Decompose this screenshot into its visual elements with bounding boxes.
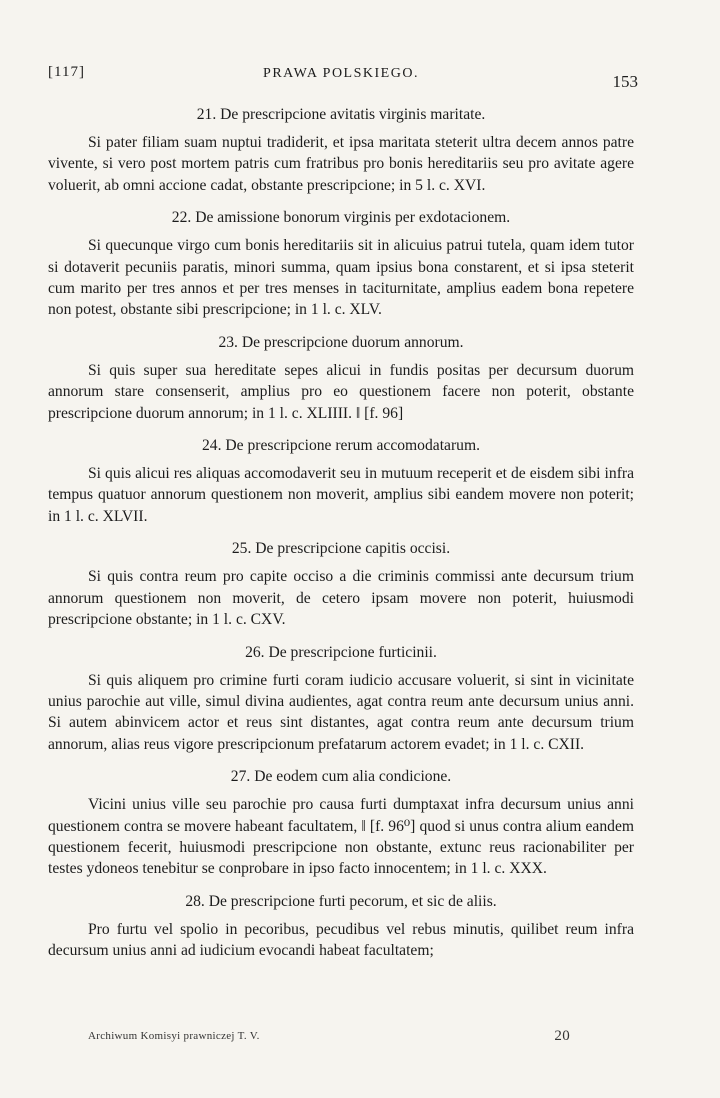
section-title: 24. De prescripcione rerum accomodatarum. <box>202 437 480 455</box>
section-title: 28. De prescripcione furti pecorum, et sic de aliis. <box>185 892 497 910</box>
section-body: Si quis aliquem pro crimine furti coram iudicio accusare voluerit, si sint in vicinitate unius parochie aut ville, simul divina audientes, agat contra reum ante decursum unius anni. Si autem abinvicem actor et reus sint distantes, agat contra reum ante decursum trium annorum, alias reus vigore prescripcionum prefatarum actorem evadet; in 1 l. c. CXII. <box>48 671 634 753</box>
section-26 <box>48 642 634 756</box>
section-title: 27. De eodem cum alia condicione. <box>230 768 452 786</box>
section-body: Si quecunque virgo cum bonis hereditariis sit in alicuius patrui tutela, quam idem tutor si dotaverit pecuniis paratis, minori summa, quam ipsius bona constarent, et si ipsa steterit cum marito per tres annos et per tres menses in taciturnitate, amplius eadem bona repetere non potest, obstante sibi prescripcione; in 1 l. c. XLV. <box>48 237 634 319</box>
main-text <box>48 104 634 973</box>
running-header <box>48 60 638 91</box>
section-body: Si quis contra reum pro capite occiso a die criminis commissi ante decursum trium annorum questionem non moverit, de cetero ipsam movere non poterit, huiusmodi prescripcione obstante; in 1 l. c. CXV. <box>48 568 634 629</box>
section-23 <box>48 332 634 424</box>
section-body: Pro furtu vel spolio in pecoribus, pecudibus vel rebus minutis, quilibet reum infra decursum unius anni ad iudicium evocandi habeat facultatem; <box>48 920 634 960</box>
section-21 <box>48 104 634 196</box>
section-title: 22. De amissione bonorum virginis per exdotacionem. <box>171 209 511 227</box>
running-title: PRAWA POLSKIEGO. <box>263 66 419 81</box>
section-24 <box>48 435 634 527</box>
archive-note: Archiwum Komisyi prawniczej T. V. <box>88 1030 260 1042</box>
section-title: 21. De prescripcione avitatis virginis maritate. <box>196 106 486 123</box>
section-22 <box>48 207 634 321</box>
section-title: 23. De prescripcione duorum annorum. <box>218 333 464 351</box>
section-body: Si quis alicui res aliquas accomodaverit seu in mutuum receperit et de eisdem sibi infra tempus quatuor annorum questionem non moverit, amplius sibi eandem movere non poterit; in 1 l. c. XLVII. <box>48 465 634 525</box>
section-25 <box>48 538 634 630</box>
section-title: 26. De prescripcione furticinii. <box>245 643 437 661</box>
page-number: 153 <box>612 72 638 91</box>
section-body: Si quis super sua hereditate sepes alicui in fundis positas per decursum duorum annorum stare consenserit, amplius pro eo questionem facere non poterit, obstante prescripcione duorum annorum; in 1 l. c. XLIIII. ‖ [f. 96] <box>48 361 634 422</box>
page-footer <box>88 1030 570 1050</box>
section-28 <box>48 891 634 962</box>
signature-mark: 20 <box>554 1028 570 1044</box>
section-body: Si pater filiam suam nuptui tradiderit, et ipsa maritata steterit ultra decem annos patre vivente, si vero post mortem patris cum fratribus pro bonis hereditariis seu pro avitate agere voluerit, ab omni accione cadat, obstante prescripcione; in 5 l. c. XVI. <box>48 134 634 194</box>
folio-reference: [117] <box>48 64 85 80</box>
section-27 <box>48 766 634 880</box>
section-body: Vicini unius ville seu parochie pro causa furti dumptaxat infra decursum unius anni questionem contra se movere habeant facultatem, ‖ [f. 96⁰] quod si unus contra alium eandem questionem fecerit, huiusmodi prescripcione non obstante, extunc reus racionabiliter per testes ydoneos tenebitur se conprobare in ipso facto innocentem; in 1 l. c. XXX. <box>48 796 634 878</box>
section-title: 25. De prescripcione capitis occisi. <box>231 540 451 558</box>
